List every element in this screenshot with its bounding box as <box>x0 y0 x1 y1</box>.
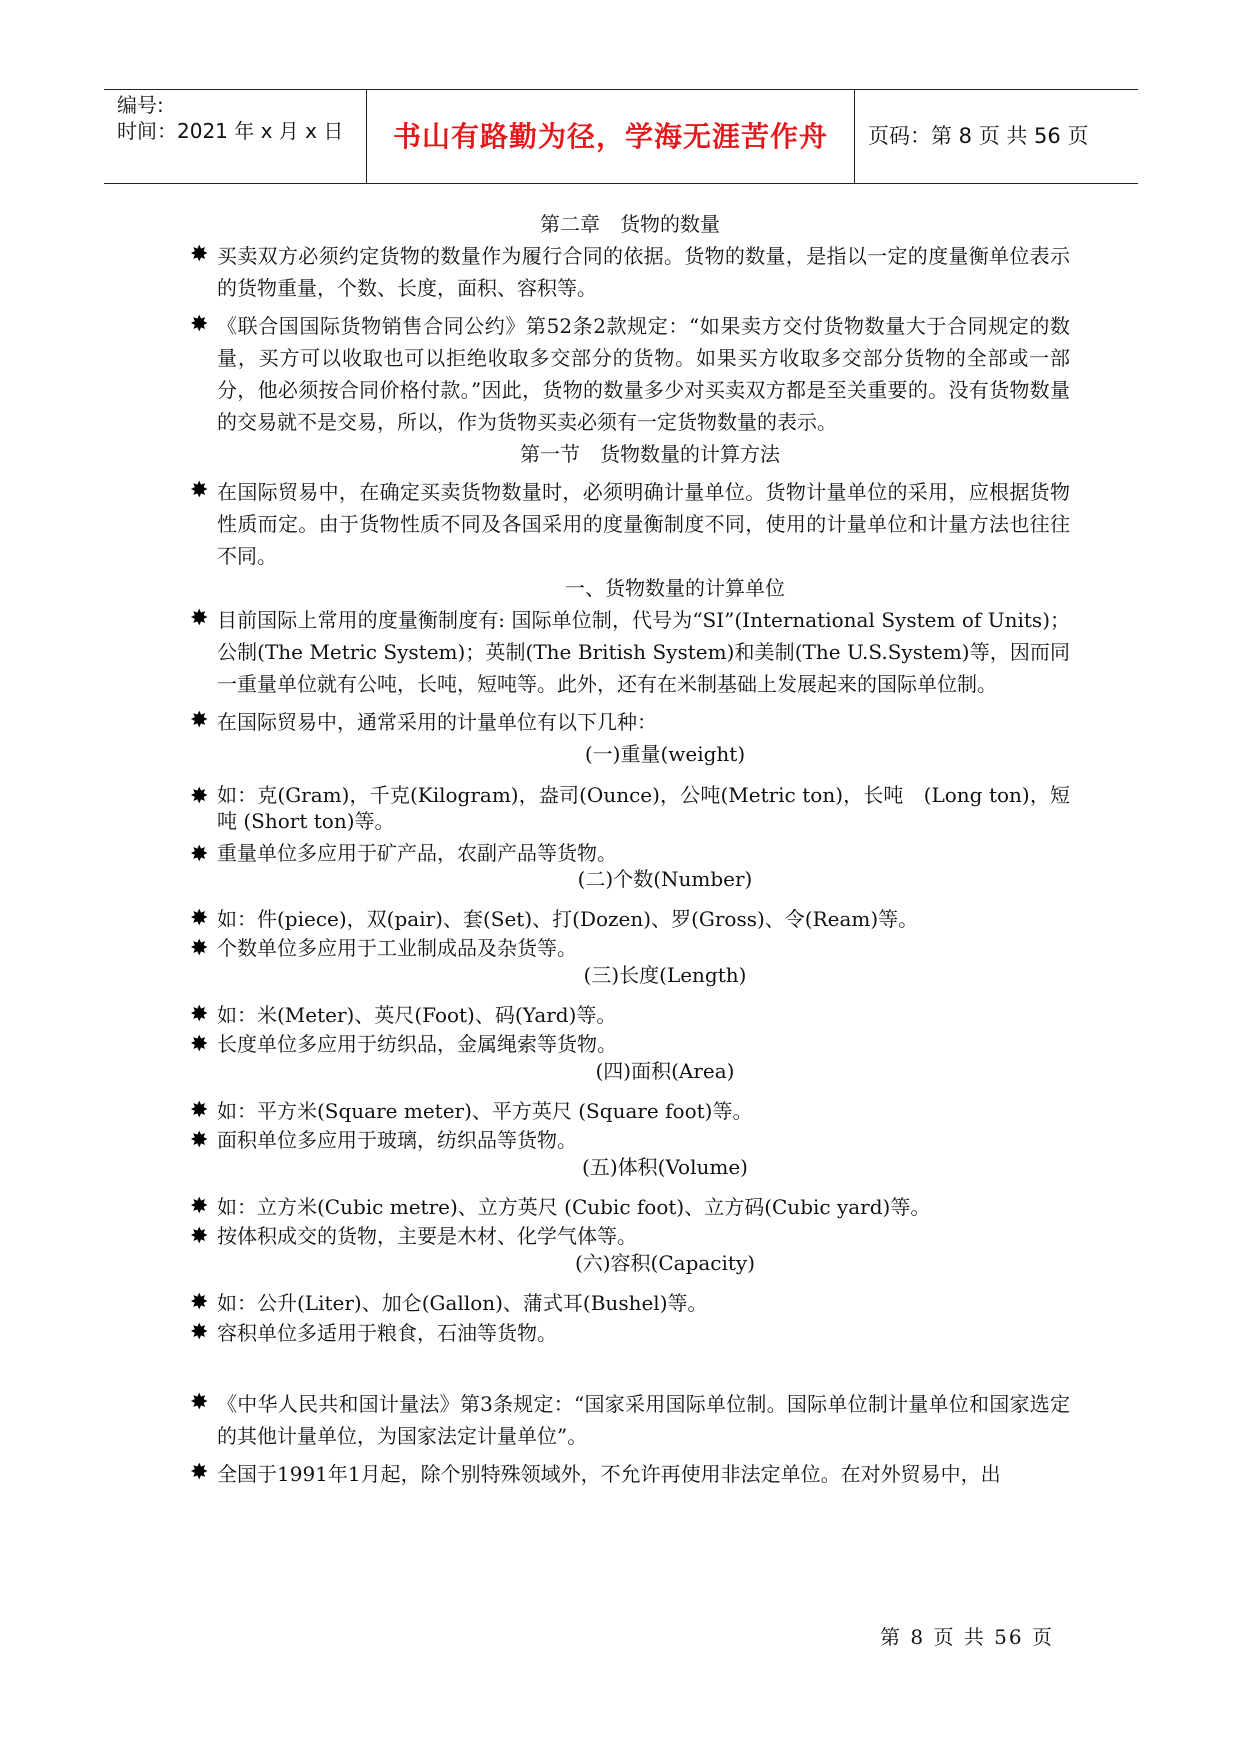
paragraph: ✸ 如：克(Gram)，千克(Kilogram)，盎司(Ounce)，公吨(Metric ton)，长吨 (Long ton)，短吨 (Short ton)等。 <box>190 783 1070 833</box>
page-header <box>104 89 1138 184</box>
section-title: 第一节 货物数量的计算方法 <box>520 442 780 466</box>
star-bullet-icon: ✸ <box>190 1320 209 1345</box>
motto: 书山有路勤为径，学海无涯苦作舟 <box>392 120 828 153</box>
paragraph: ✸ 个数单位多应用于工业制成品及杂货等。 <box>190 934 1070 962</box>
star-bullet-icon: ✸ <box>190 1128 209 1153</box>
star-bullet-icon: ✸ <box>190 1098 209 1123</box>
header-right <box>855 90 1138 183</box>
paragraph: ✸ 目前国际上常用的度量衡制度有: 国际单位制，代号为“SI”(International System of Units)；公制(The Metric System)；英制(The British System)和美制(The U.S.System)等，因而同一重量单位就有公吨，长吨，短吨等。此外，还有在米制基础上发展起来的国际单位制。 <box>190 606 1070 696</box>
number-label: 编号: <box>117 93 164 117</box>
star-bullet-icon: ✸ <box>190 1194 209 1219</box>
star-bullet-icon: ✸ <box>190 1002 209 1027</box>
document-body <box>190 208 1070 1490</box>
paragraph: ✸ 如：立方米(Cubic metre)、立方英尺 (Cubic foot)、立方码(Cubic yard)等。 <box>190 1192 1070 1222</box>
category-title: (三)长度(Length) <box>583 963 747 987</box>
paragraph: ✸ 如：公升(Liter)、加仑(Gallon)、蒲式耳(Bushel)等。 <box>190 1288 1070 1318</box>
chapter-title: 第二章 货物的数量 <box>540 212 720 236</box>
star-bullet-icon: ✸ <box>190 842 209 867</box>
paragraph: ✸ 《中华人民共和国计量法》第3条规定：“国家采用国际单位制。国际单位制计量单位和国家选定的其他计量单位，为国家法定计量单位”。 <box>190 1390 1070 1448</box>
paragraph: ✸ 容积单位多适用于粮食，石油等货物。 <box>190 1318 1070 1348</box>
category-title: (六)容积(Capacity) <box>574 1251 756 1275</box>
star-bullet-icon: ✸ <box>190 936 209 961</box>
star-bullet-icon: ✸ <box>190 606 209 631</box>
paragraph: ✸ 重量单位多应用于矿产品，农副产品等货物。 <box>190 840 1070 866</box>
paragraph: ✸ 《联合国国际货物销售合同公约》第52条2款规定：“如果卖方交付货物数量大于合同规定的数量，买方可以收取也可以拒绝收取多交部分的货物。如果买方收取多交部分货物的全部或一部分，他必须按合同价格付款。”因此，货物的数量多少对买卖双方都是至关重要的。没有货物数量的交易就不是交易，所以，作为货物买卖必须有一定货物数量的表示。 <box>190 312 1070 434</box>
star-bullet-icon: ✸ <box>190 312 209 337</box>
subsection-title: 一、货物数量的计算单位 <box>565 576 785 600</box>
paragraph: ✸ 全国于1991年1月起，除个别特殊领域外，不允许再使用非法定单位。在对外贸易中，出 <box>190 1460 1001 1486</box>
category-title: (一)重量(weight) <box>584 742 746 766</box>
page-footer: 第 8 页 共 56 页 <box>880 1625 1054 1649</box>
star-bullet-icon: ✸ <box>190 906 209 931</box>
paragraph: ✸ 长度单位多应用于纺织品，金属绳索等货物。 <box>190 1030 1070 1058</box>
star-bullet-icon: ✸ <box>190 242 209 267</box>
paragraph: ✸ 如：米(Meter)、英尺(Foot)、码(Yard)等。 <box>190 1000 1070 1030</box>
star-bullet-icon: ✸ <box>190 784 209 809</box>
star-bullet-icon: ✸ <box>190 1390 209 1415</box>
star-bullet-icon: ✸ <box>190 1224 209 1249</box>
category-title: (五)体积(Volume) <box>582 1155 748 1179</box>
star-bullet-icon: ✸ <box>190 708 209 733</box>
paragraph: ✸ 如：件(piece)，双(pair)、套(Set)、打(Dozen)、罗(Gross)、令(Ream)等。 <box>190 904 1070 934</box>
paragraph: ✸ 买卖双方必须约定货物的数量作为履行合同的依据。货物的数量，是指以一定的度量衡单位表示的货物重量，个数、长度，面积、容积等。 <box>190 242 1070 300</box>
header-motto-cell <box>367 90 855 183</box>
paragraph: ✸ 按体积成交的货物，主要是木材、化学气体等。 <box>190 1222 1070 1250</box>
paragraph: ✸ 在国际贸易中，在确定买卖货物数量时，必须明确计量单位。货物计量单位的采用，应根据货物性质而定。由于货物性质不同及各国采用的度量衡制度不同，使用的计量单位和计量方法也往往不同。 <box>190 478 1070 568</box>
paragraph: ✸ 如：平方米(Square meter)、平方英尺 (Square foot)等。 <box>190 1096 1070 1126</box>
page-info: 页码：第 8 页 共 56 页 <box>868 124 1089 148</box>
paragraph: ✸ 面积单位多应用于玻璃，纺织品等货物。 <box>190 1126 1070 1154</box>
star-bullet-icon: ✸ <box>190 1460 209 1485</box>
time-label: 时间：2021 年 x 月 x 日 <box>117 119 344 143</box>
star-bullet-icon: ✸ <box>190 478 209 503</box>
header-left <box>104 90 367 183</box>
category-title: (四)面积(Area) <box>595 1059 735 1083</box>
star-bullet-icon: ✸ <box>190 1032 209 1057</box>
star-bullet-icon: ✸ <box>190 1290 209 1315</box>
category-title: (二)个数(Number) <box>577 867 753 891</box>
paragraph: ✸ 在国际贸易中，通常采用的计量单位有以下几种： <box>190 708 657 734</box>
